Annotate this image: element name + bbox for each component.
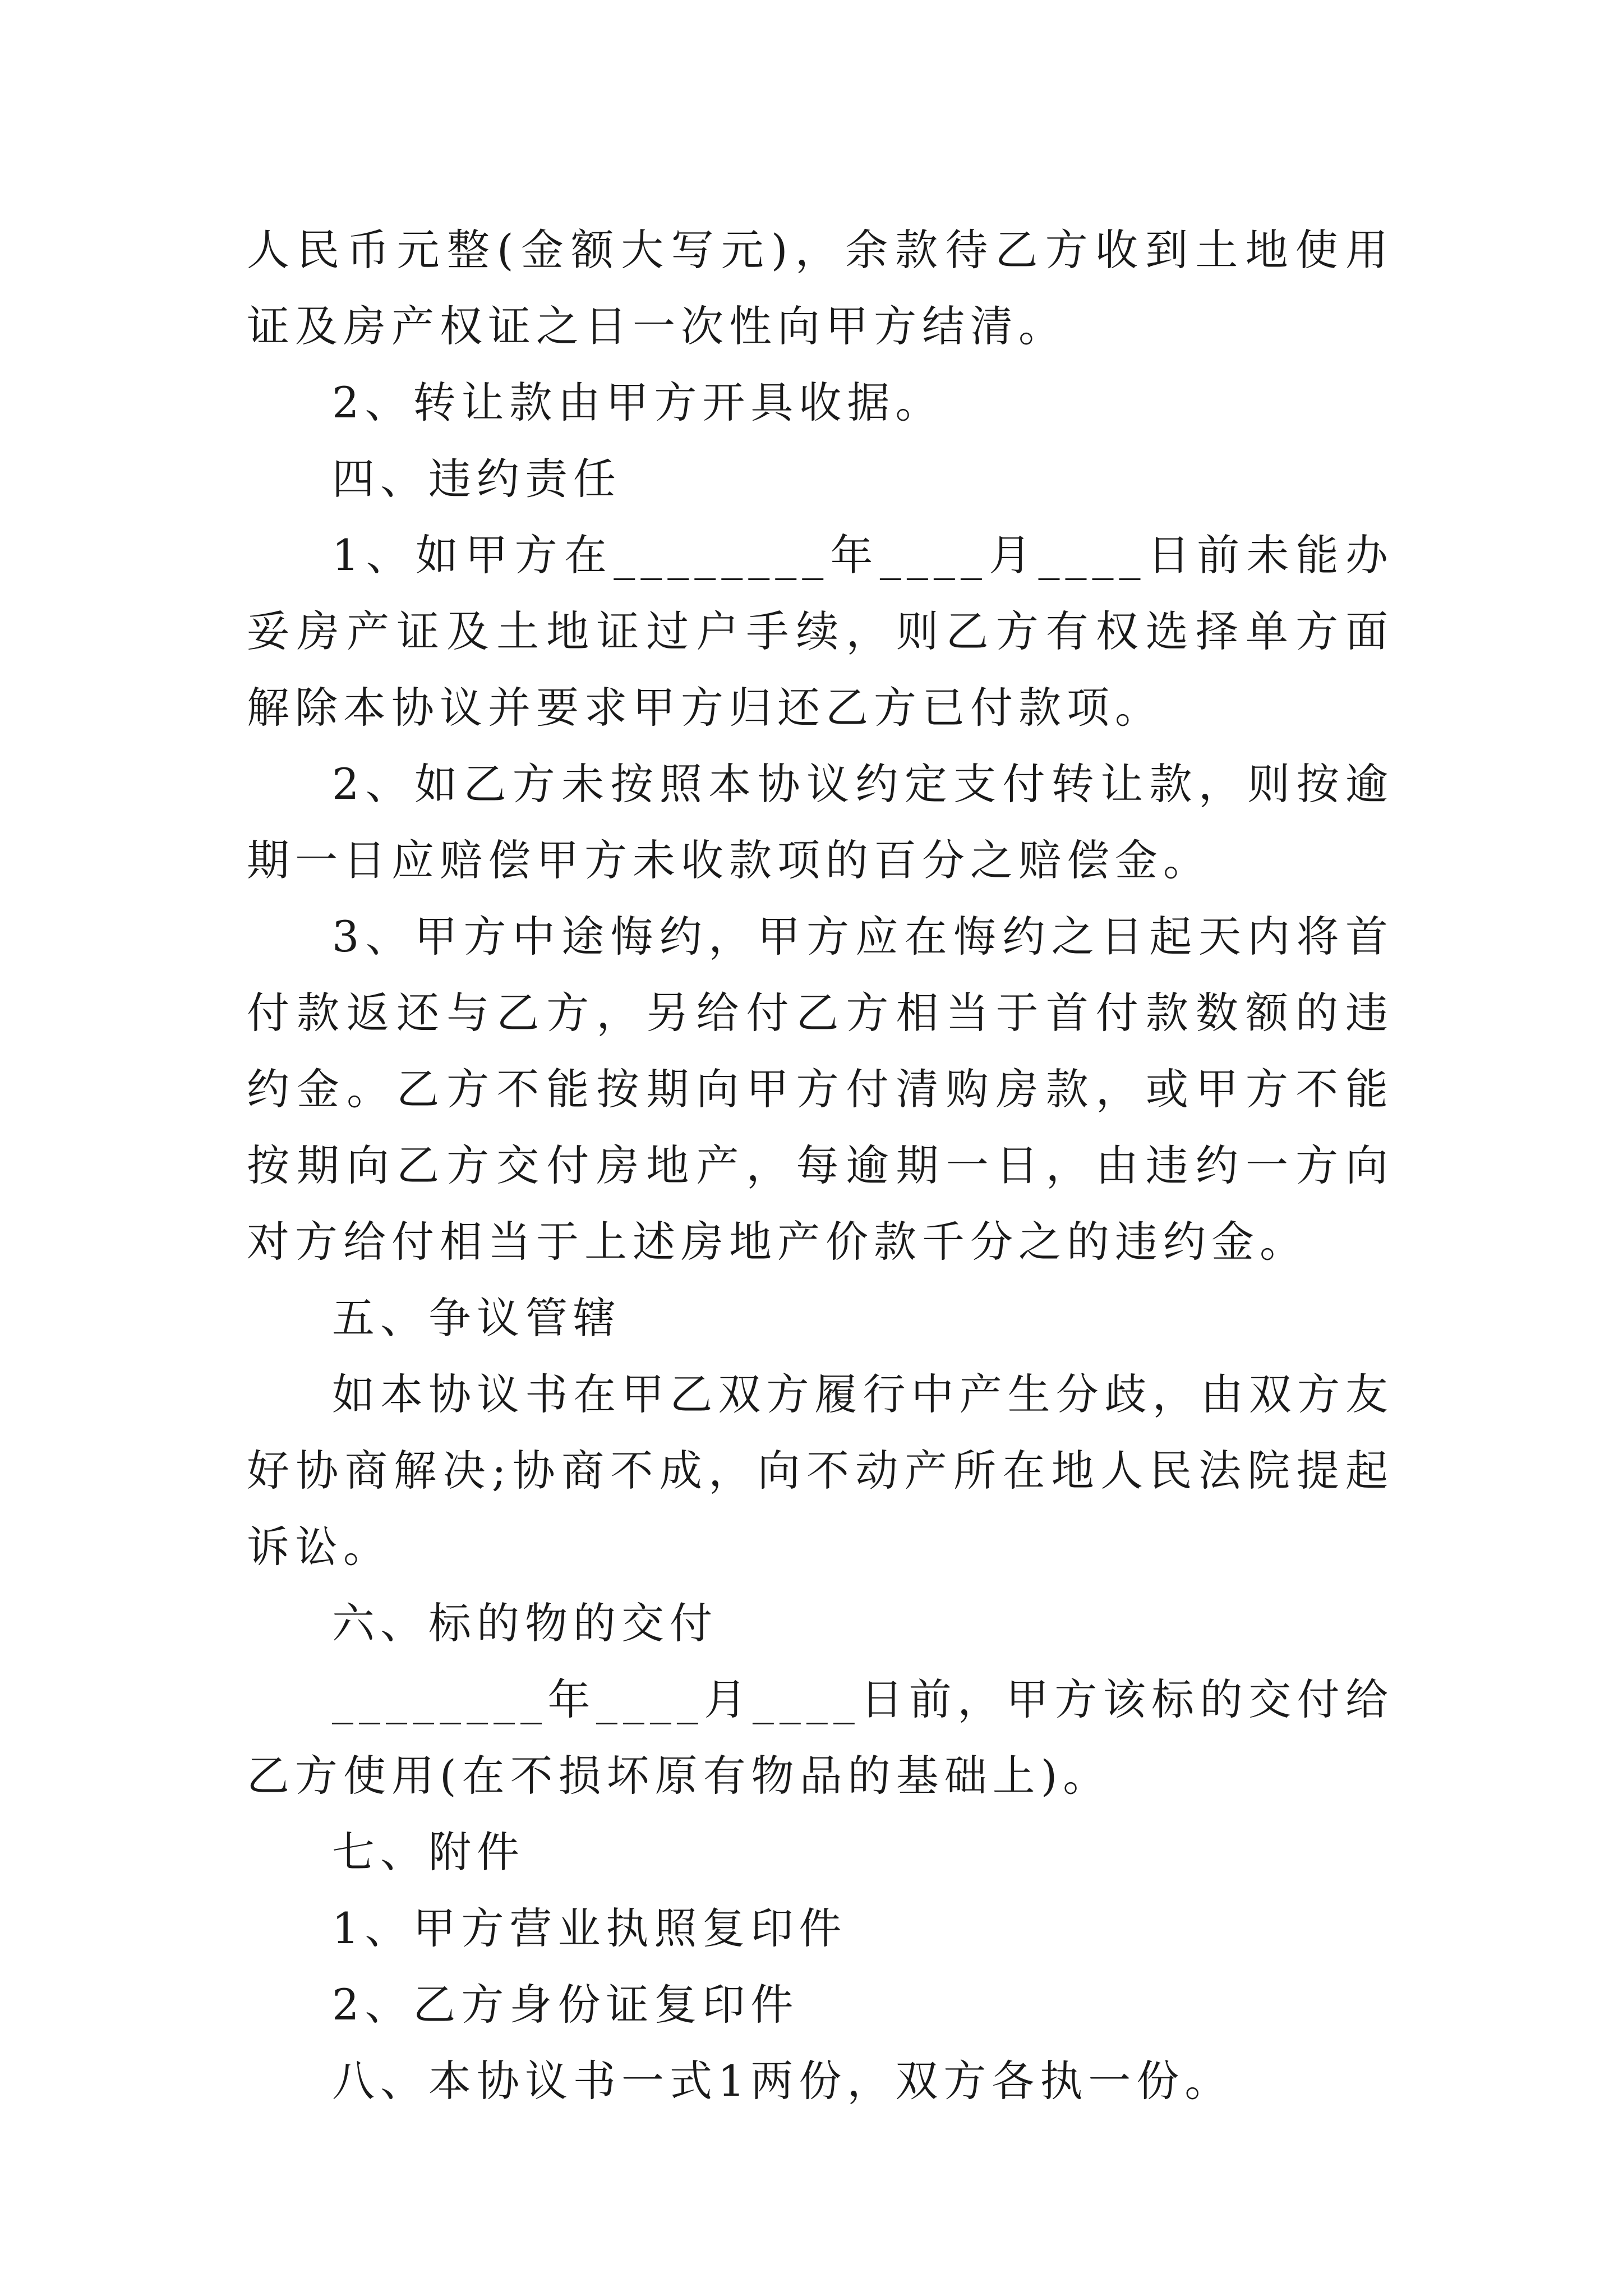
paragraph-breach-3: 3、甲方中途悔约，甲方应在悔约之日起天内将首付款返还与乙方，另给付乙方相当于首付款数额的违约金。乙方不能按期向甲方付清购房款，或甲方不能按期向乙方交付房地产，每逾期一日，由违约一方向对方给付相当于上述房地产价款千分之的违约金。 bbox=[247, 912, 1394, 1267]
section-heading-breach: 四、违约责任 bbox=[332, 454, 621, 504]
section-heading-dispute: 五、争议管辖 bbox=[332, 1293, 621, 1343]
section-heading-attachments: 七、附件 bbox=[332, 1827, 525, 1877]
paragraph-delivery: ________年____月____日前，甲方该标的交付给乙方使用(在不损坏原有物品的基础上)。 bbox=[247, 1674, 1394, 1801]
paragraph-breach-2: 2、如乙方未按照本协议约定支付转让款，则按逾期一日应赔偿甲方未收款项的百分之赔偿金。 bbox=[247, 759, 1394, 885]
paragraph-dispute: 如本协议书在甲乙双方履行中产生分歧，由双方友好协商解决;协商不成，向不动产所在地人民法院提起诉讼。 bbox=[247, 1369, 1394, 1572]
section-heading-delivery: 六、标的物的交付 bbox=[332, 1598, 718, 1648]
paragraph-receipt: 2、转让款由甲方开具收据。 bbox=[332, 378, 944, 427]
paragraph-breach-1: 1、如甲方在________年____月____日前未能办妥房产证及土地证过户手续，则乙方有权选择单方面解除本协议并要求甲方归还乙方已付款项。 bbox=[247, 530, 1394, 733]
paragraph-copies: 八、本协议书一式1两份，双方各执一份。 bbox=[332, 2056, 1233, 2106]
paragraph-payment-remainder: 人民币元整(金额大写元)，余款待乙方收到土地使用证及房产权证之日一次性向甲方结清。 bbox=[247, 225, 1394, 351]
paragraph-attachment-2: 2、乙方身份证复印件 bbox=[332, 1980, 799, 2030]
paragraph-attachment-1: 1、甲方营业执照复印件 bbox=[332, 1903, 847, 1953]
document-body bbox=[247, 212, 1394, 2119]
